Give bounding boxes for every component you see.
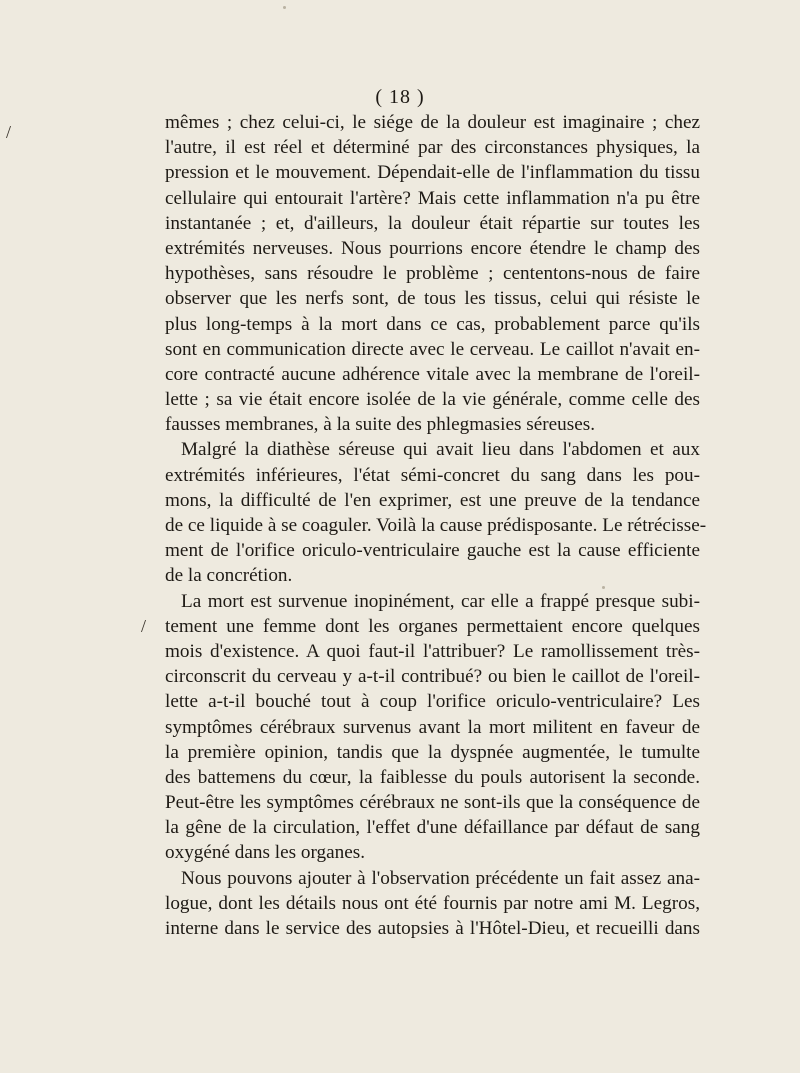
text-line: fausses membranes, à la suite des phlegmasies séreuses. <box>165 414 595 436</box>
text-line: ment de l'orifice oriculo-ventriculaire gauche est la cause efficiente <box>165 540 700 562</box>
text-line: de ce liquide à se coaguler. Voilà la cause prédisposante. Le rétrécisse- <box>165 515 707 536</box>
text-line: l'autre, il est réel et déterminé par des circonstances physiques, la <box>165 137 700 159</box>
text-line: La mort est survenue inopinément, car elle a frappé presque subi- <box>181 590 700 612</box>
text-line: plus long-temps à la mort dans ce cas, probablement parce qu'ils <box>165 313 700 335</box>
text-line: extrémités nerveuses. Nous pourrions encore étendre le champ des <box>165 237 700 259</box>
text-line: la gêne de la circulation, l'effet d'une défaillance par défaut de sang <box>165 817 700 839</box>
paper-speck <box>283 6 286 9</box>
margin-mark: / <box>6 122 12 142</box>
text-line: mêmes ; chez celui-ci, le siége de la douleur est imaginaire ; chez <box>165 112 700 133</box>
page-number: ( 18 ) <box>375 86 425 108</box>
text-line: pression et le mouvement. Dépendait-elle de l'inflammation du tissu <box>165 162 700 184</box>
text-line: lette ; sa vie était encore isolée de la vie générale, comme celle des <box>165 389 700 411</box>
text-line: instantanée ; et, d'ailleurs, la douleur était répartie sur toutes les <box>165 212 700 234</box>
text-line: de la concrétion. <box>165 565 293 587</box>
text-line: logue, dont les détails nous ont été fournis par notre ami M. Legros, <box>165 892 700 914</box>
margin-mark: / <box>141 616 147 636</box>
text-line: oxygéné dans les organes. <box>165 842 365 864</box>
text-line: des battemens du cœur, la faiblesse du pouls autorisent la seconde. <box>165 766 700 788</box>
text-line: Nous pouvons ajouter à l'observation précédente un fait assez ana- <box>181 867 700 889</box>
text-line: interne dans le service des autopsies à l'Hôtel-Dieu, et recueilli dans <box>165 918 700 939</box>
text-line: cellulaire qui entourait l'artère? Mais cette inflammation n'a pu être <box>165 187 700 209</box>
text-line: lette a-t-il bouché tout à coup l'orifice oriculo-ventriculaire? Les <box>165 691 700 713</box>
text-line: mois d'existence. A quoi faut-il l'attribuer? Le ramollissement très- <box>165 640 700 662</box>
body-text <box>165 110 707 941</box>
text-line: Malgré la diathèse séreuse qui avait lieu dans l'abdomen et aux <box>181 439 700 461</box>
text-line: core contracté aucune adhérence vitale avec la membrane de l'oreil- <box>165 363 700 385</box>
text-line: circonscrit du cerveau y a-t-il contribué? ou bien le caillot de l'oreil- <box>165 666 700 688</box>
text-line: la première opinion, tandis que la dyspnée augmentée, le tumulte <box>165 741 700 763</box>
text-line: extrémités inférieures, l'état sémi-concret du sang dans les pou- <box>165 464 700 486</box>
text-line: tement une femme dont les organes permettaient encore quelques <box>165 615 700 637</box>
text-line: symptômes cérébraux survenus avant la mort militent en faveur de <box>165 716 700 738</box>
text-line: observer que les nerfs sont, de tous les tissus, celui qui résiste le <box>165 288 700 310</box>
text-line: Peut-être les symptômes cérébraux ne sont-ils que la conséquence de <box>165 792 700 814</box>
text-line: mons, la difficulté de l'en exprimer, est une preuve de la tendance <box>165 489 700 511</box>
text-line: hypothèses, sans résoudre le problème ; cententons-nous de faire <box>165 263 700 285</box>
text-line: sont en communication directe avec le cerveau. Le caillot n'avait en- <box>165 338 700 360</box>
